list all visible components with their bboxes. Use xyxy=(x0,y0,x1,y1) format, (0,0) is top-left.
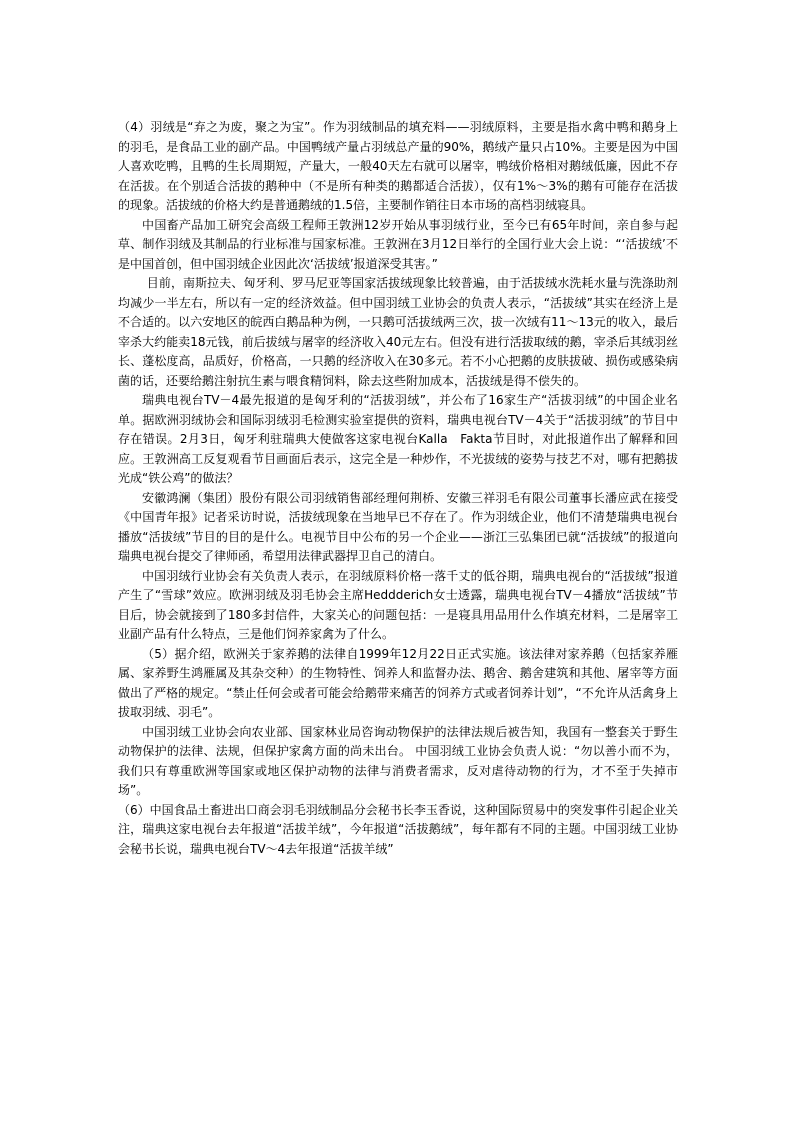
paragraph-snowball-effect: 中国羽绒行业协会有关负责人表示，在羽绒原料价格一落千丈的低谷期，瑞典电视台的“活拔绒”报道产生了“雪球”效应。欧洲羽绒及羽毛协会主席Heddderich女士透露，瑞典电视台TV－4播放“活拔绒”节目后，协会就接到了180多封信件，大家关心的问题包括：一是寝具用品用什么作填充材料，二是屠宰工业副产品有什么特点，三是他们饲养家禽为了什么。 xyxy=(118,568,678,641)
paragraph-engineer-statement: 中国畜产品加工研究会高级工程师王敦洲12岁开始从事羽绒行业，至今已有65年时间，亲自参与起草、制作羽绒及其制品的行业标准与国家标准。王敦洲在3月12日举行的全国行业大会上说：“‘活拔绒’不是中国首创，但中国羽绒企业因此次‘活拔绒’报道深受其害。” xyxy=(118,217,678,271)
paragraph-6-trade-incident: （6）中国食品土畜进出口商会羽毛羽绒制品分会秘书长李玉香说，这种国际贸易中的突发事件引起企业关注，瑞典这家电视台去年报道“活拔羊绒”，今年报道“活拔鹅绒”，每年都有不同的主题。中国羽绒工业协会秘书长说，瑞典电视台TV～4去年报道“活拔羊绒” xyxy=(118,802,678,856)
document-page xyxy=(118,118,678,1018)
paragraph-swedish-tv-report: 瑞典电视台TV－4最先报道的是匈牙利的“活拔羽绒”，并公布了16家生产“活拔羽绒”的中国企业名单。据欧洲羽绒协会和国际羽绒羽毛检测实验室提供的资料，瑞典电视台TV－4关于“活拔羽绒”的节目中存在错误。2月3日，匈牙利驻瑞典大使做客这家电视台Kalla Fakta节目时，对此报道作出了解释和回应。王敦洲高工反复观看节目画面后表示，这完全是一种炒作，不光拔绒的姿势与技艺不对，哪有把鹅拔光成“铁公鸡”的做法？ xyxy=(118,393,678,485)
paragraph-economics: 目前，南斯拉夫、匈牙利、罗马尼亚等国家活拔绒现象比较普遍，由于活拔绒水洗耗水量与洗涤助剂均减少一半左右，所以有一定的经济效益。但中国羽绒工业协会的负责人表示，“活拔绒”其实在经济上是不合适的。以六安地区的皖西白鹅品种为例，一只鹅可活拔绒两三次，拔一次绒有11～13元的收入，最后宰杀大约能卖18元钱，前后拔绒与屠宰的经济收入40元左右。但没有进行活拔取绒的鹅，宰杀后其绒羽丝长、蓬松度高，品质好，价格高，一只鹅的经济收入在30多元。若不小心把鹅的皮肤拔破、损伤或感染病菌的话，还要给鹅注射抗生素与喂食精饲料，除去这些附加成本，活拔绒是得不偿失的。 xyxy=(118,276,678,388)
paragraph-4-feather-value: （4）羽绒是“弃之为废，聚之为宝”。作为羽绒制品的填充料——羽绒原料，主要是指水禽中鸭和鹅身上的羽毛，是食品工业的副产品。中国鸭绒产量占羽绒总产量的90%，鹅绒产量只占10%。主要是因为中国人喜欢吃鸭，且鸭的生长周期短，产量大，一般40天左右就可以屠宰，鸭绒价格相对鹅绒低廉，因此不存在活拔。在个别适合活拔的鹅种中（不是所有种类的鹅都适合活拔），仅有1%～3%的鹅有可能存在活拔的现象。活拔绒的价格大约是普通鹅绒的1.5倍，主要制作销往日本市场的高档羽绒寝具。 xyxy=(118,120,678,212)
paragraph-5-european-law: （5）据介绍，欧洲关于家养鹅的法律自1999年12月22日正式实施。该法律对家养鹅（包括家养雁属、家养野生鸿雁属及其杂交种）的生物特性、饲养人和监督办法、鹅舍、鹅舍建筑和其他、屠宰等方面做出了严格的规定。“禁止任何会或者可能会给鹅带来痛苦的饲养方式或者饲养计划”，“不允许从活禽身上拔取羽绒、羽毛”。 xyxy=(118,646,678,719)
paragraph-china-protection-law: 中国羽绒工业协会向农业部、国家林业局咨询动物保护的法律法规后被告知，我国有一整套关于野生动物保护的法律、法规，但保护家禽方面的尚未出台。 中国羽绒工业协会负责人说：“勿以善小而不为，我们只有尊重欧洲等国家或地区保护动物的法律与消费者需求，反对虐待动物的行为，才不至于失掉市场”。 xyxy=(118,724,678,797)
paragraph-anhui-companies: 安徽鸿澜（集团）股份有限公司羽绒销售部经理何荆桥、安徽三祥羽毛有限公司董事长潘应武在接受《中国青年报》记者采访时说，活拔绒现象在当地早已不存在了。作为羽绒企业，他们不清楚瑞典电视台播放“活拔绒”节目的目的是什么。电视节目中公布的另一个企业——浙江三弘集团已就“活拔绒”的报道向瑞典电视台提交了律师函，希望用法律武器捍卫自己的清白。 xyxy=(118,490,678,563)
